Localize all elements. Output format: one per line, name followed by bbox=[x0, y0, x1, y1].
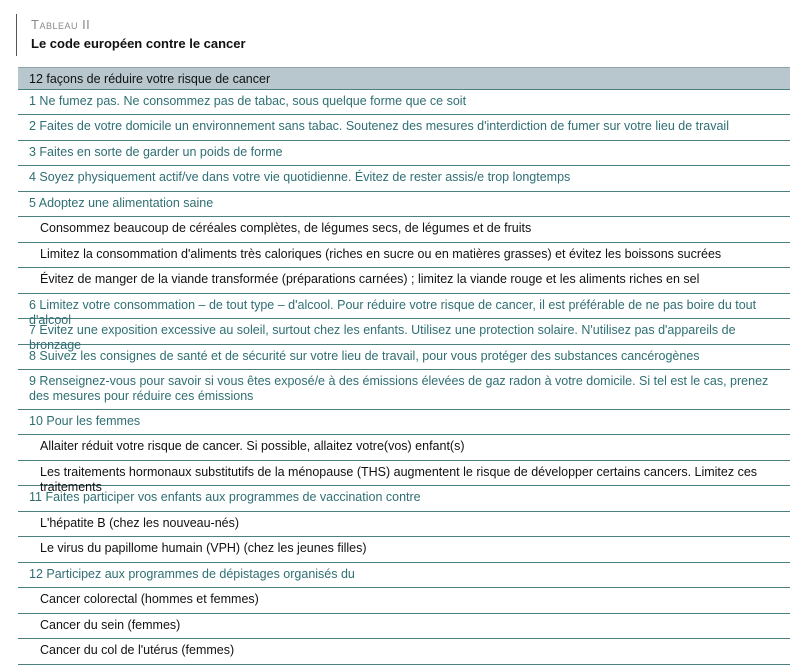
table-row: Cancer du col de l'utérus (femmes) bbox=[18, 639, 790, 665]
table-row: 8 Suivez les consignes de santé et de sécurité sur votre lieu de travail, pour vous protéger des substances cancérogènes bbox=[18, 345, 790, 370]
table-row: Cancer du sein (femmes) bbox=[18, 614, 790, 639]
table-title: Le code européen contre le cancer bbox=[31, 36, 246, 51]
table-row: Consommez beaucoup de céréales complètes, de légumes secs, de légumes et de fruits bbox=[18, 217, 790, 243]
table-heading: 12 façons de réduire votre risque de cancer bbox=[18, 67, 790, 90]
table-row: 7 Évitez une exposition excessive au soleil, surtout chez les enfants. Utilisez une protection solaire. N'utilisez pas d'appareils de bronzage bbox=[18, 319, 790, 345]
table-row: 1 Ne fumez pas. Ne consommez pas de tabac, sous quelque forme que ce soit bbox=[18, 90, 790, 115]
table-row: Évitez de manger de la viande transformée (préparations carnées) ; limitez la viande rouge et les aliments riches en sel bbox=[18, 268, 790, 294]
table-caption bbox=[16, 14, 317, 56]
table-row: 2 Faites de votre domicile un environnement sans tabac. Soutenez des mesures d'interdiction de fumer sur votre lieu de travail bbox=[18, 115, 790, 141]
table-row: 3 Faites en sorte de garder un poids de forme bbox=[18, 141, 790, 166]
table-label: Tableau II bbox=[31, 17, 91, 32]
table-row: 10 Pour les femmes bbox=[18, 410, 790, 435]
cancer-code-table bbox=[18, 67, 790, 665]
table-row: 9 Renseignez-vous pour savoir si vous êtes exposé/e à des émissions élevées de gaz radon à votre domicile. Si tel est le cas, prenez des mesures pour réduire ces émissions bbox=[18, 370, 790, 410]
table-row: Allaiter réduit votre risque de cancer. Si possible, allaitez votre(vos) enfant(s) bbox=[18, 435, 790, 461]
table-row: L'hépatite B (chez les nouveau-nés) bbox=[18, 512, 790, 537]
table-row: Limitez la consommation d'aliments très caloriques (riches en sucre ou en matières grasses) et évitez les boissons sucrées bbox=[18, 243, 790, 268]
table-row: Cancer colorectal (hommes et femmes) bbox=[18, 588, 790, 614]
table-row: 12 Participez aux programmes de dépistages organisés du bbox=[18, 563, 790, 588]
table-row: Les traitements hormonaux substitutifs de la ménopause (THS) augmentent le risque de développer certains cancers. Limitez ces traitements bbox=[18, 461, 790, 486]
table-row: 11 Faites participer vos enfants aux programmes de vaccination contre bbox=[18, 486, 790, 512]
table-row: 6 Limitez votre consommation – de tout type – d'alcool. Pour réduire votre risque de cancer, il est préférable de ne pas boire du tout d'alcool bbox=[18, 294, 790, 319]
table-row: Le virus du papillome humain (VPH) (chez les jeunes filles) bbox=[18, 537, 790, 563]
table-row: 4 Soyez physiquement actif/ve dans votre vie quotidienne. Évitez de rester assis/e trop longtemps bbox=[18, 166, 790, 192]
table-row: 5 Adoptez une alimentation saine bbox=[18, 192, 790, 217]
